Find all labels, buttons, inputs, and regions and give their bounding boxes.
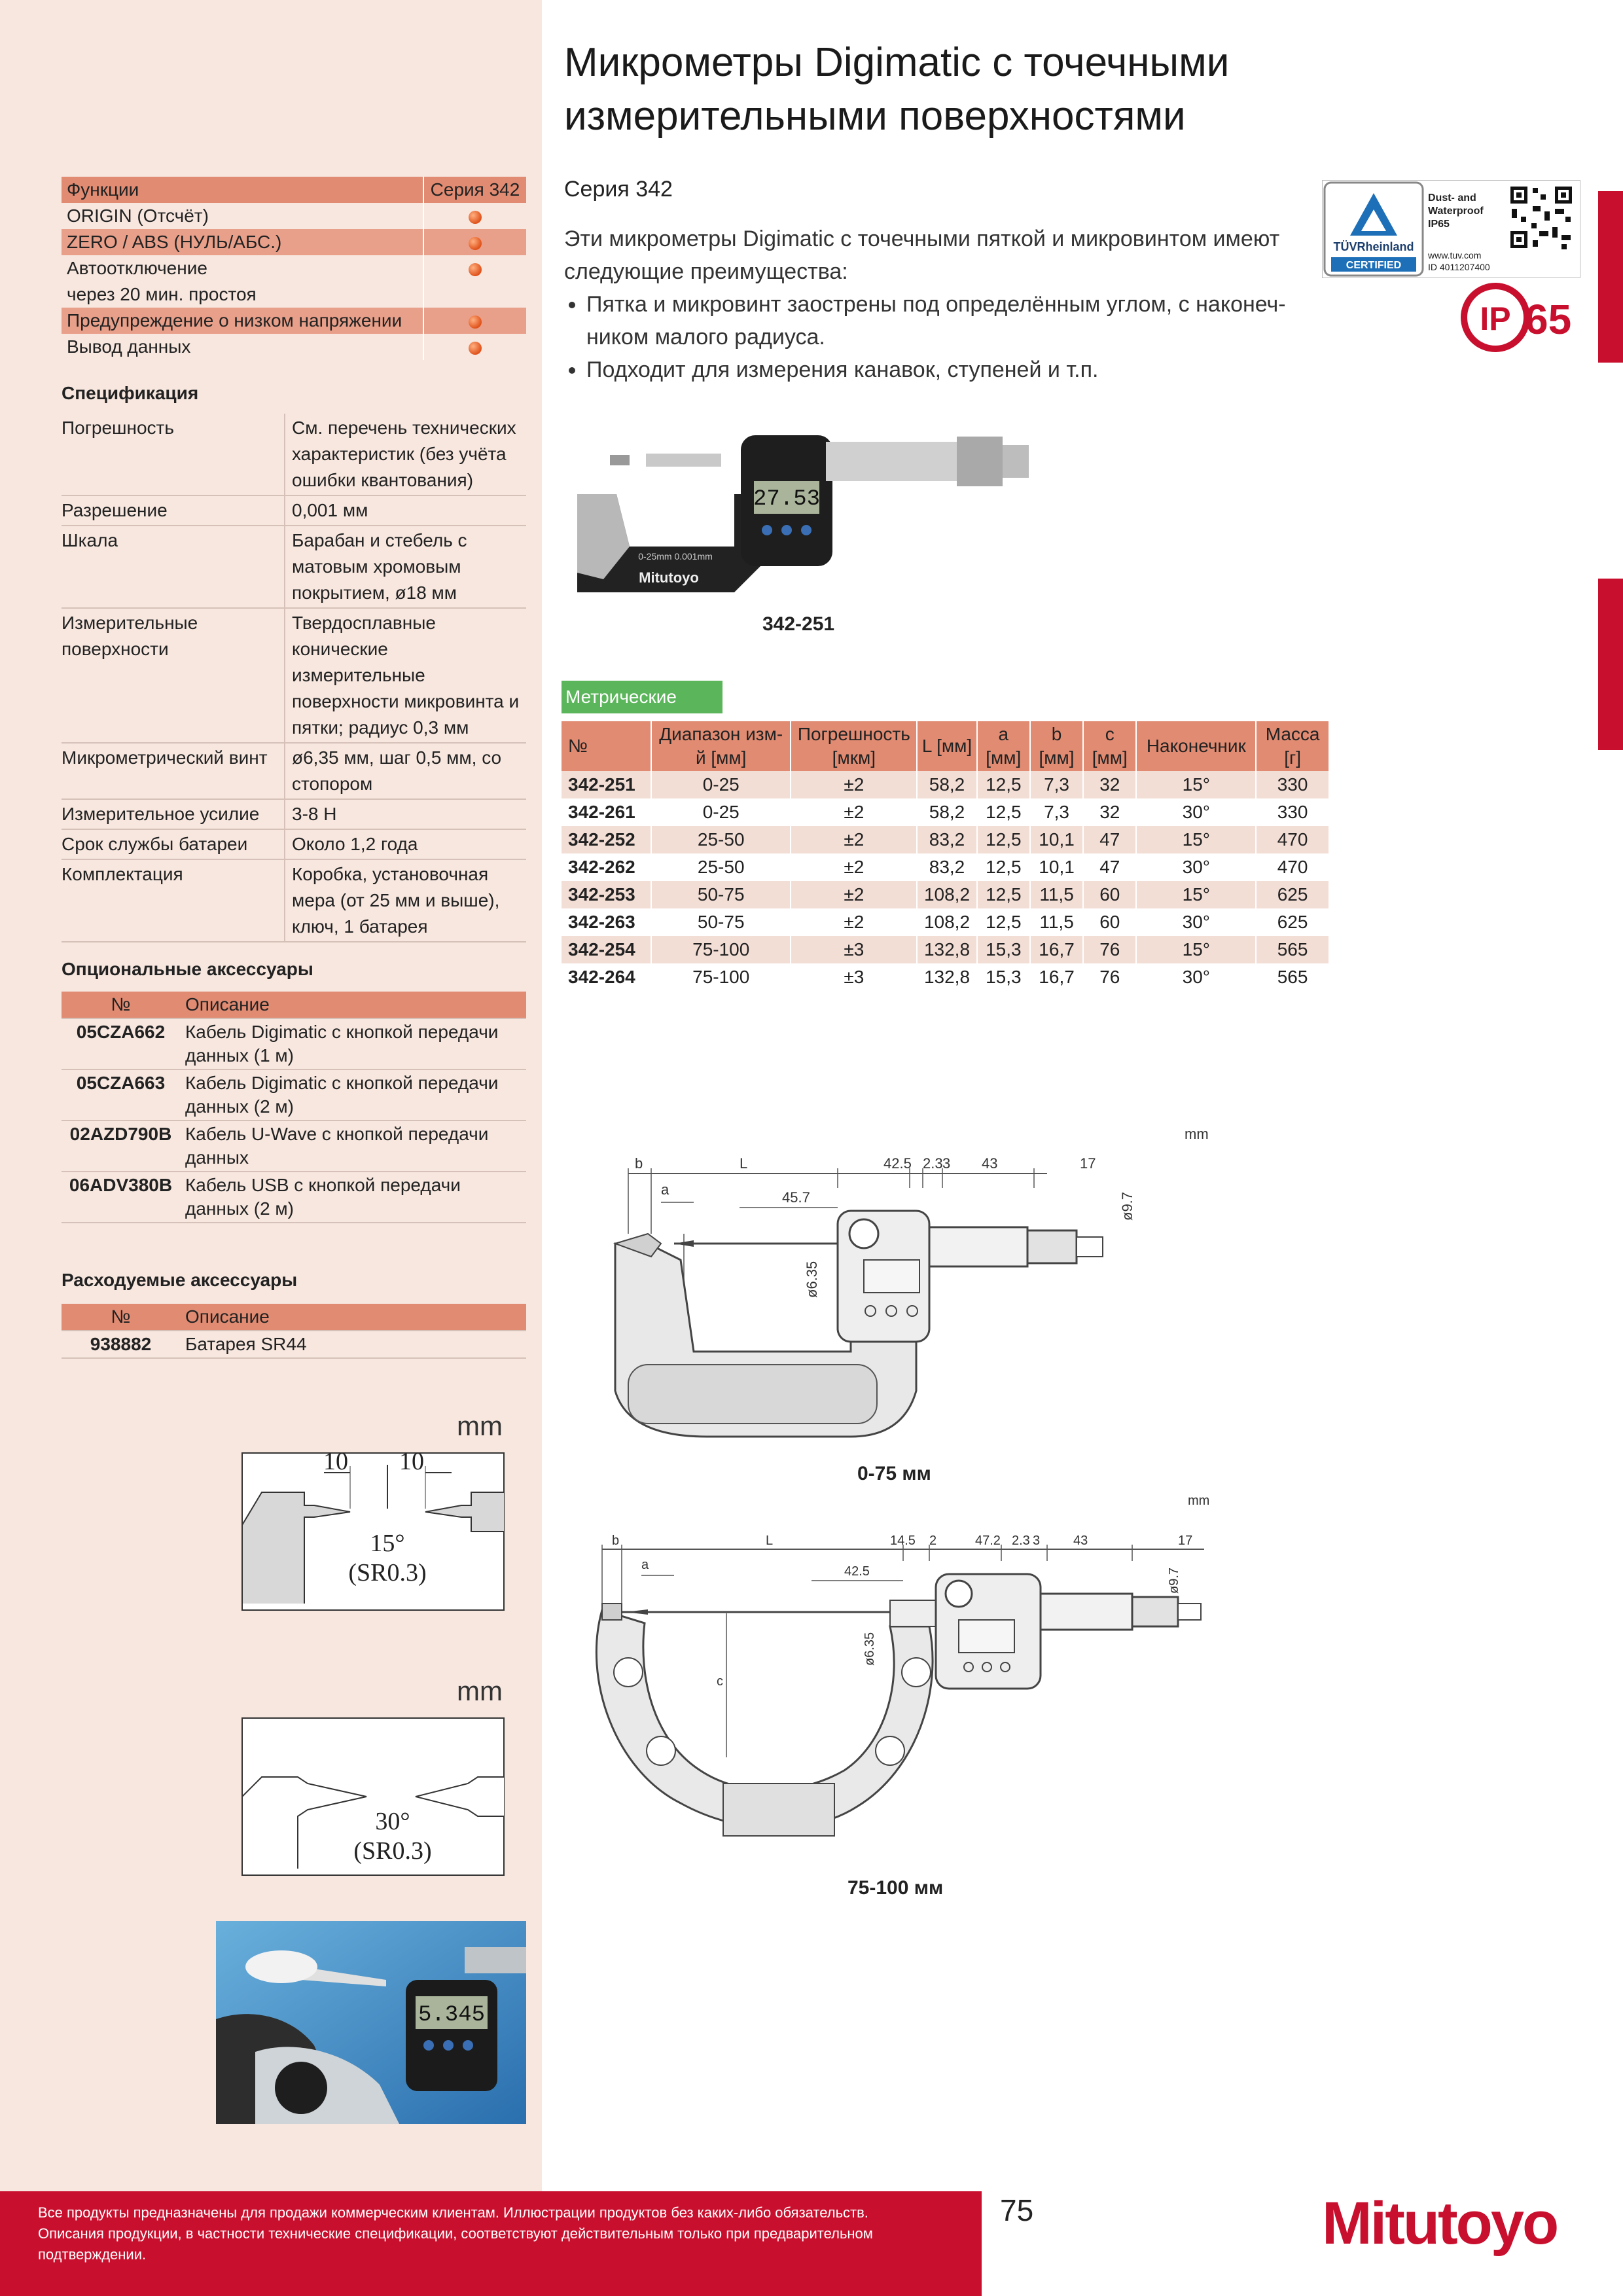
table-cell: ±2 — [791, 908, 917, 936]
dim-42-5: 42.5 — [844, 1564, 870, 1579]
model-number: 342-251 — [562, 771, 651, 798]
bullet-item: • Пятка и микровинт заострены под определённым углом, с наконеч-ником малого радиуса. — [586, 288, 1291, 353]
table-cell: 132,8 — [917, 963, 976, 991]
spec-key: Шкала — [62, 526, 285, 608]
model-number: 342-264 — [562, 963, 651, 991]
dim-3: 3 — [1033, 1534, 1041, 1548]
spec-key: Разрешение — [62, 495, 285, 526]
table-cell: 60 — [1083, 881, 1136, 908]
page-title — [564, 36, 1229, 143]
table-cell: 30° — [1136, 853, 1256, 881]
usage-photo — [216, 1921, 526, 2124]
table-row — [562, 936, 1329, 963]
angle-15-label: 15° — [370, 1530, 405, 1557]
function-row: ZERO / ABS (НУЛЬ/АБС.) — [62, 229, 423, 255]
table-cell: 76 — [1083, 963, 1136, 991]
tuv-url: www.tuv.com — [1428, 250, 1482, 260]
functions-table — [62, 177, 526, 360]
display-value: 27.53 — [753, 487, 821, 512]
dim-2: 2 — [929, 1534, 937, 1548]
section-tab-top — [1598, 191, 1623, 363]
dim-phi-6-35: ø6.35 — [804, 1261, 820, 1298]
spec-key: Погрешность — [62, 414, 285, 495]
tuv-badge — [1322, 180, 1580, 278]
unit-label: mm — [1188, 1496, 1210, 1508]
table-cell: 470 — [1256, 853, 1329, 881]
table-row — [562, 881, 1329, 908]
accessory-no: 06ADV380B — [62, 1172, 180, 1223]
accessory-desc: Кабель Digimatic с кнопкой передачи данных (1 м) — [180, 1018, 526, 1069]
table-cell: 565 — [1256, 936, 1329, 963]
spec-key: Комплектация — [62, 859, 285, 942]
spec-value: Около 1,2 года — [285, 829, 526, 859]
table-row — [562, 798, 1329, 826]
accessory-no: 05CZA662 — [62, 1018, 180, 1069]
col-desc-header: Описание — [180, 1304, 526, 1331]
spec-value: 3-8 Н — [285, 799, 526, 829]
col-header: № — [562, 721, 651, 771]
tuv-certified-text: CERTIFIED — [1346, 260, 1402, 271]
tip-30-diagram — [236, 1712, 510, 1882]
consumable-no: 938882 — [62, 1331, 180, 1358]
metric-label: Метрические — [562, 681, 722, 713]
dim-b: b — [612, 1534, 620, 1548]
table-cell: 32 — [1083, 771, 1136, 798]
table-cell: ±3 — [791, 963, 917, 991]
table-cell: 7,3 — [1030, 798, 1083, 826]
table-cell: 75-100 — [651, 936, 791, 963]
dim-a: a — [661, 1181, 669, 1198]
table-cell: ±2 — [791, 771, 917, 798]
dim-47-2: 47.2 — [975, 1534, 1001, 1548]
dust-line-3: IP65 — [1428, 219, 1450, 230]
col-header: Наконечник — [1136, 721, 1256, 771]
table-cell: 12,5 — [977, 798, 1030, 826]
model-number: 342-253 — [562, 881, 651, 908]
accessory-desc: Кабель USB с кнопкой передачи данных (2 м) — [180, 1172, 526, 1223]
dim-a: a — [641, 1558, 649, 1572]
table-cell: 16,7 — [1030, 936, 1083, 963]
drawing-caption-0-75: 0-75 мм — [857, 1463, 931, 1484]
table-cell: 10,1 — [1030, 853, 1083, 881]
table-cell: 12,5 — [977, 908, 1030, 936]
function-row: Автоотключение — [67, 258, 207, 278]
consumable-table — [62, 1304, 526, 1359]
dim-b: b — [635, 1155, 643, 1172]
unit-label: mm — [457, 1410, 503, 1441]
table-cell: 15° — [1136, 826, 1256, 853]
col-no-header: № — [62, 992, 180, 1018]
table-cell: 30° — [1136, 798, 1256, 826]
consumable-title: Расходуемые аксессуары — [62, 1270, 298, 1290]
table-row — [562, 826, 1329, 853]
table-cell: 108,2 — [917, 881, 976, 908]
table-cell: ±2 — [791, 826, 917, 853]
spec-key: Измерительное усилие — [62, 799, 285, 829]
tip-15-diagram — [236, 1446, 510, 1617]
optional-title: Опциональные аксессуары — [62, 959, 313, 979]
table-cell: 15,3 — [977, 963, 1030, 991]
mitutoyo-logo: Mitutoyo — [1322, 2190, 1558, 2257]
dim-14-5: 14.5 — [890, 1534, 916, 1548]
table-cell: 47 — [1083, 826, 1136, 853]
supported-dot-icon — [469, 342, 482, 355]
table-cell: 83,2 — [917, 853, 976, 881]
page-number: 75 — [1000, 2193, 1034, 2227]
accessory-desc: Кабель U-Wave с кнопкой передачи данных — [180, 1121, 526, 1172]
table-cell: 60 — [1083, 908, 1136, 936]
ip65-icon — [1459, 281, 1584, 353]
dim-42-5: 42.5 — [883, 1155, 912, 1172]
table-cell: 625 — [1256, 881, 1329, 908]
table-cell: 12,5 — [977, 881, 1030, 908]
table-row — [562, 963, 1329, 991]
table-cell: 10,1 — [1030, 826, 1083, 853]
table-cell: 76 — [1083, 936, 1136, 963]
dust-line-1: Dust- and — [1428, 192, 1476, 204]
col-header: c [мм] — [1083, 721, 1136, 771]
tuv-id: ID 4011207400 — [1428, 262, 1490, 272]
spec-value: 0,001 мм — [285, 495, 526, 526]
intro-paragraph: Эти микрометры Digimatic с точечными пяткой и микровинтом имеют следующие преимущества: — [564, 226, 1280, 284]
function-row: Вывод данных — [67, 336, 191, 357]
title-line-1: Микрометры Digimatic с точечными — [564, 40, 1230, 85]
col-no-header: № — [62, 1304, 180, 1331]
table-cell: 625 — [1256, 908, 1329, 936]
function-row: Предупреждение о низком напряжении — [62, 308, 423, 334]
dim-2-3: 2.3 — [1012, 1534, 1030, 1548]
bullet-item: • Подходит для измерения канавок, ступеней и т.п. — [586, 353, 1291, 386]
table-cell: 75-100 — [651, 963, 791, 991]
unit-label: mm — [457, 1676, 503, 1706]
spec-key: Срок службы батареи — [62, 829, 285, 859]
col-header: Масса [г] — [1256, 721, 1329, 771]
dim-phi-9-7: ø9.7 — [1167, 1567, 1181, 1594]
table-cell: ±2 — [791, 798, 917, 826]
spec-value: Коробка, установочная мера (от 25 мм и выше), ключ, 1 батарея — [285, 859, 526, 942]
table-row — [562, 853, 1329, 881]
functions-header: Функции — [62, 177, 423, 203]
unit-label: mm — [1185, 1129, 1209, 1142]
dim-45-7: 45.7 — [782, 1189, 810, 1206]
radius-label: (SR0.3) — [353, 1837, 432, 1865]
qr-code-icon — [1508, 185, 1574, 251]
col-header: Погрешность [мкм] — [791, 721, 917, 771]
product-image-342-251 — [564, 416, 1035, 596]
table-cell: 25-50 — [651, 853, 791, 881]
model-number: 342-252 — [562, 826, 651, 853]
table-cell: ±3 — [791, 936, 917, 963]
spec-value: Барабан и стебель с матовым хромовым покрытием, ø18 мм — [285, 526, 526, 608]
table-cell: 132,8 — [917, 936, 976, 963]
dim-3: 3 — [942, 1155, 951, 1172]
table-cell: 12,5 — [977, 853, 1030, 881]
dim-c: c — [717, 1674, 723, 1689]
accessory-desc: Кабель Digimatic с кнопкой передачи данных (2 м) — [180, 1069, 526, 1121]
table-cell: 47 — [1083, 853, 1136, 881]
dim-phi-6-35: ø6.35 — [863, 1632, 877, 1666]
supported-dot-icon — [469, 315, 482, 329]
model-number: 342-261 — [562, 798, 651, 826]
table-cell: 330 — [1256, 771, 1329, 798]
table-cell: 12,5 — [977, 826, 1030, 853]
table-cell: 83,2 — [917, 826, 976, 853]
col-header: Диапазон изм-й [мм] — [651, 721, 791, 771]
accessory-no: 02AZD790B — [62, 1121, 180, 1172]
table-cell: 0-25 — [651, 771, 791, 798]
photo-display-value: 5.345 — [418, 2003, 486, 2028]
spec-value: См. перечень технических характеристик (без учёта ошибки квантования) — [285, 414, 526, 495]
metric-table-body — [562, 771, 1329, 991]
table-cell: 30° — [1136, 908, 1256, 936]
model-number: 342-254 — [562, 936, 651, 963]
table-cell: 470 — [1256, 826, 1329, 853]
dim-L: L — [766, 1534, 774, 1548]
dim-10-right: 10 — [399, 1448, 424, 1475]
function-row: ORIGIN (Отсчёт) — [67, 206, 209, 226]
footer-disclaimer: Все продукты предназначены для продажи коммерческим клиентам. Иллюстрации продуктов без каких-либо обязательств. Описания продукции, в частности технические спецификации, соответствуют действительным только при предварительном подтверждении. — [38, 2204, 873, 2263]
ip-label: IP — [1480, 300, 1511, 337]
table-cell: 565 — [1256, 963, 1329, 991]
table-row — [562, 771, 1329, 798]
tuv-brand-text: TÜVRheinland — [1333, 240, 1414, 253]
table-cell: 32 — [1083, 798, 1136, 826]
col-header: b [мм] — [1030, 721, 1083, 771]
spec-table — [62, 414, 526, 942]
table-cell: 30° — [1136, 963, 1256, 991]
table-cell: 108,2 — [917, 908, 976, 936]
section-tab-middle — [1598, 579, 1623, 750]
frame-brand-text: Mitutoyo — [639, 569, 699, 586]
table-cell: 15,3 — [977, 936, 1030, 963]
col-header: L [мм] — [917, 721, 976, 771]
optional-table — [62, 992, 526, 1223]
function-row: через 20 мин. простоя — [67, 284, 257, 304]
table-cell: 15° — [1136, 881, 1256, 908]
table-cell: 7,3 — [1030, 771, 1083, 798]
frame-range-text: 0-25mm 0.001mm — [638, 551, 713, 562]
consumable-desc: Батарея SR44 — [180, 1331, 526, 1358]
table-cell: 12,5 — [977, 771, 1030, 798]
angle-30-label: 30° — [375, 1808, 410, 1835]
supported-dot-icon — [469, 237, 482, 250]
table-cell: 330 — [1256, 798, 1329, 826]
supported-dot-icon — [469, 211, 482, 224]
product-caption: 342-251 — [762, 613, 835, 635]
ip-value: 65 — [1525, 296, 1572, 343]
dim-17: 17 — [1178, 1534, 1193, 1548]
table-cell: 16,7 — [1030, 963, 1083, 991]
table-cell: 50-75 — [651, 908, 791, 936]
series-header: Серия 342 — [423, 177, 526, 203]
table-cell: 58,2 — [917, 798, 976, 826]
spec-key: Измерительные поверхности — [62, 608, 285, 743]
accessory-no: 05CZA663 — [62, 1069, 180, 1121]
dust-line-2: Waterproof — [1428, 206, 1484, 217]
dimension-drawing-75-100 — [576, 1496, 1230, 1862]
dim-43: 43 — [982, 1155, 998, 1172]
spec-key: Микрометрический винт — [62, 743, 285, 799]
table-cell: ±2 — [791, 881, 917, 908]
model-number: 342-262 — [562, 853, 651, 881]
dim-phi-9-7: ø9.7 — [1119, 1191, 1135, 1221]
table-cell: 15° — [1136, 771, 1256, 798]
spec-value: ø6,35 мм, шаг 0,5 мм, со стопором — [285, 743, 526, 799]
col-header: a [мм] — [977, 721, 1030, 771]
table-cell: 11,5 — [1030, 881, 1083, 908]
dim-L: L — [740, 1155, 748, 1172]
series-label: Серия 342 — [564, 177, 673, 202]
table-cell: 58,2 — [917, 771, 976, 798]
model-number: 342-263 — [562, 908, 651, 936]
spec-title: Спецификация — [62, 383, 199, 403]
table-cell: 25-50 — [651, 826, 791, 853]
table-cell: ±2 — [791, 853, 917, 881]
spec-value: Твердосплавные конические измерительные поверхности микровинта и пятки; радиус 0,3 мм — [285, 608, 526, 743]
metric-table — [562, 721, 1329, 991]
table-cell: 11,5 — [1030, 908, 1083, 936]
table-cell: 15° — [1136, 936, 1256, 963]
table-row — [562, 908, 1329, 936]
dim-2-3: 2.3 — [923, 1155, 943, 1172]
drawing-caption-75-100: 75-100 мм — [847, 1877, 944, 1899]
col-desc-header: Описание — [180, 992, 526, 1018]
dimension-drawing-0-75 — [576, 1129, 1230, 1463]
dim-43: 43 — [1073, 1534, 1088, 1548]
supported-dot-icon — [469, 263, 482, 276]
table-cell: 0-25 — [651, 798, 791, 826]
table-cell: 50-75 — [651, 881, 791, 908]
intro-text — [564, 223, 1291, 386]
radius-label: (SR0.3) — [348, 1559, 427, 1587]
dim-17: 17 — [1080, 1155, 1096, 1172]
title-line-2: измерительными поверхностями — [564, 94, 1186, 139]
dim-10-left: 10 — [323, 1448, 348, 1475]
